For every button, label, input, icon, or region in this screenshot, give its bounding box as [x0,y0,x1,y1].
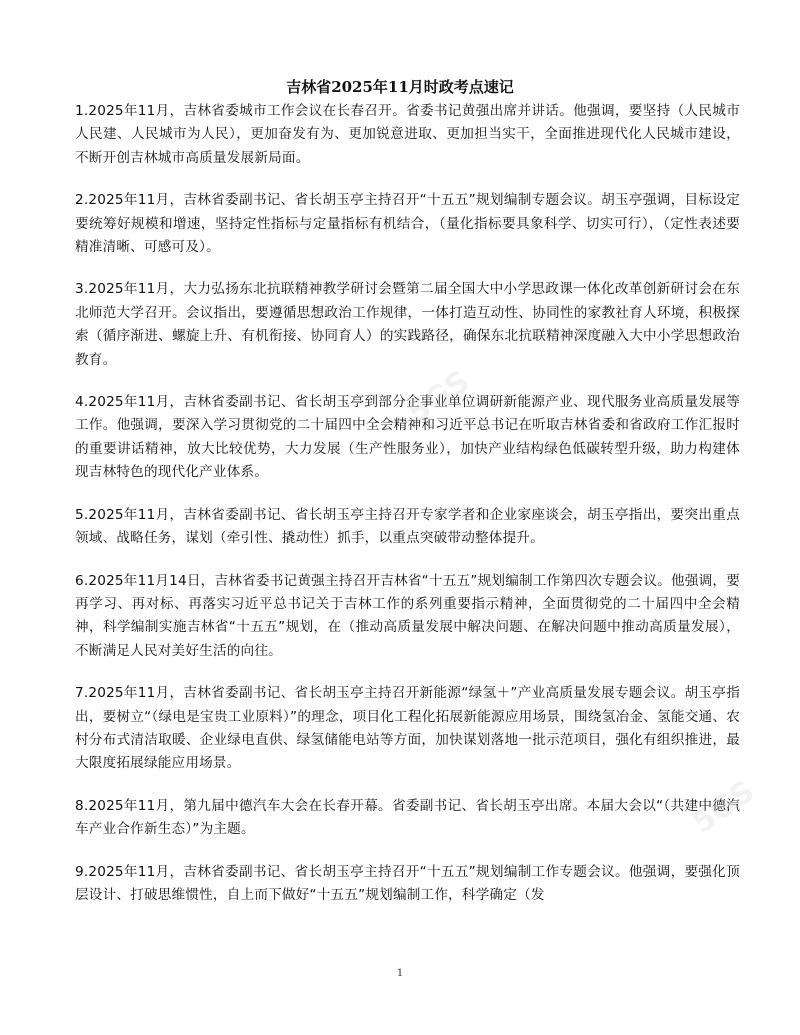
page-number: 1 [396,968,404,979]
paragraph-5: 5.2025年11月，吉林省委副书记、省长胡玉亭主持召开专家学者和企业家座谈会，胡玉亭指出，要突出重点领域、战略任务，谋划（牵引性、撬动性）抓手，以重点突破带动整体提升。 [75,506,740,547]
paragraph-2: 2.2025年11月，吉林省委副书记、省长胡玉亭主持召开“十五五”规划编制专题会议。胡玉亭强调，目标设定要统筹好规模和增速，坚持定性指标与定量指标有机结合，（量化指标要具象科学、切实可行），（定性表述要精准清晰、可感可及）。 [75,192,740,256]
document-body [75,100,740,926]
paragraph-6: 6.2025年11月14日，吉林省委书记黄强主持召开吉林省“十五五”规划编制工作第四次专题会议。他强调，要再学习、再对标、再落实习近平总书记关于吉林工作的系列重要指示精神，全面贯彻党的二十届四中全会精神，科学编制实施吉林省“十五五”规划，在（推动高质量发展中解决问题、在解决问题中推动高质量发展），不断满足人民对美好生活的向往。 [75,572,740,659]
paragraph-8: 8.2025年11月，第九届中德汽车大会在长春开幕。省委副书记、省长胡玉亭出席。本届大会以“（共建中德汽车产业合作新生态）”为主题。 [75,797,740,838]
document-title: 吉林省2025年11月时政考点速记 [286,78,514,96]
paragraph-4: 4.2025年11月，吉林省委副书记、省长胡玉亭到部分企事业单位调研新能源产业、现代服务业高质量发展等工作。他强调，要深入学习贯彻党的二十届四中全会精神和习近平总书记在听取吉林省委和省政府工作汇报时的重要讲话精神，放大比较优势，大力发展（生产性服务业），加快产业结构绿色低碳转型升级，助力构建体现吉林特色的现代化产业体系。 [75,394,740,481]
watermark-logo: 5GS [401,363,477,432]
paragraph-1: 1.2025年11月，吉林省委城市工作会议在长春召开。省委书记黄强出席并讲话。他强调，要坚持（人民城市人民建、人民城市为人民），更加奋发有为、更加锐意进取、更加担当实干，全面推进现代化人民城市建设，不断开创吉林城市高质量发展新局面。 [75,103,740,166]
paragraph-3: 3.2025年11月，大力弘扬东北抗联精神教学研讨会暨第二届全国大中小学思政课一体化改革创新研讨会在东北师范大学召开。会议指出，要遵循思想政治工作规律，一体打造互动性、协同性的家教社育人环境，积极探索（循序渐进、螺旋上升、有机衔接、协同育人）的实践路径，确保东北抗联精神深度融入大中小学思想政治教育。 [75,281,740,368]
paragraph-7: 7.2025年11月，吉林省委副书记、省长胡玉亭主持召开新能源“绿氢＋”产业高质量发展专题会议。胡玉亭指出，要树立“（绿电是宝贵工业原料）”的理念，项目化工程化拓展新能源应用场景，围绕氢冶金、氢能交通、农村分布式清洁取暖、企业绿电直供、绿氢储能电站等方面，加快谋划落地一批示范项目，强化有组织推进，最大限度拓展绿能应用场景。 [75,685,740,772]
watermark-logo: 5GS [686,773,762,842]
paragraph-9: 9.2025年11月，吉林省委副书记、省长胡玉亭主持召开“十五五”规划编制工作专题会议。他强调，要强化顶层设计、打破思维惯性，自上而下做好“十五五”规划编制工作，科学确定（发 [75,863,740,903]
